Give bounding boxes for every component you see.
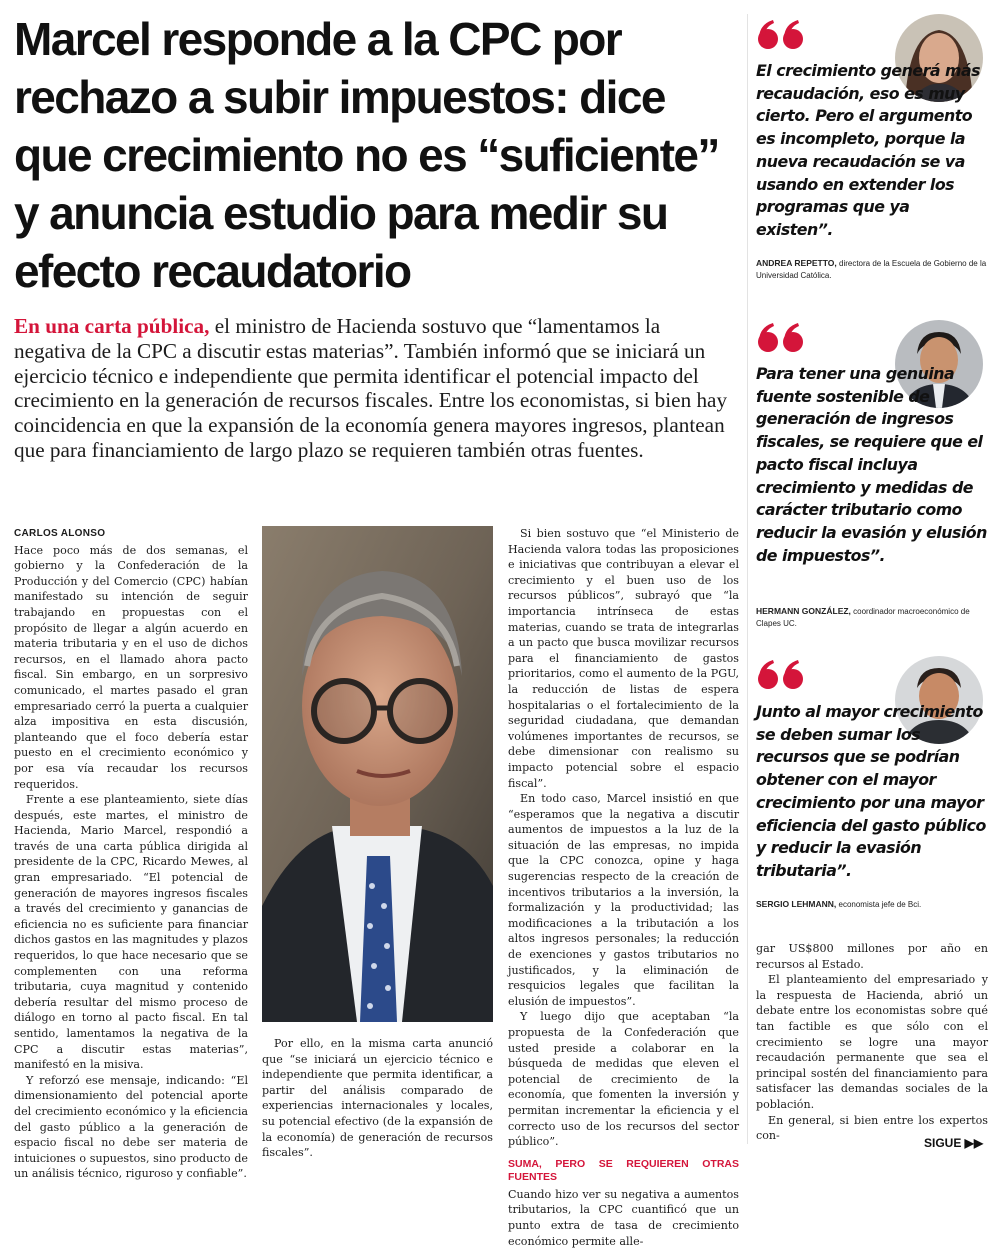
body-paragraph: Hace poco más de dos semanas, el gobierno y la Confederación de la Producción y del Comercio (CPC) habían manifestado su intención de seguir trabajando en propuestas con el propósito de llegar a algún acuerdo en materia tributaria y en el uso de dichos recursos, en el llamado ahora pacto fiscal. Sin embargo, en un sorpresivo comunicado, el martes pasado el gran empresariado cerró la puerta a cualquier alza impositiva en esta discusión, planteando que el foco debería estar puesto en el crecimiento económico y por esa vía recaudar los recursos requeridos. bbox=[14, 543, 248, 791]
lead-text: el ministro de Hacienda sostuvo que “lamentamos la negativa de la CPC a discutir estas materias”. También informó que se iniciará un ejercicio técnico e independiente que permita identificar el potencial impacto del crecimiento en la generación de recursos fiscales. Entre los economistas, si bien hay coincidencia en que la expansión de la economía genera mayores ingresos, plantean que para financiamiento de largo plazo se requieren también otras fuentes. bbox=[14, 314, 728, 462]
quote-attribution bbox=[756, 898, 988, 911]
body-paragraph: Y luego dijo que aceptaban “la propuesta de la Confederación que usted preside a colaborar en la búsqueda de medidas que eleven el potencial de crecimiento de la economía, que fomenten la inversión y permitan incrementar la eficiencia y el correcto uso de los recursos del sector público”. bbox=[508, 1010, 739, 1149]
continue-label: SIGUE ▶▶ bbox=[924, 1136, 984, 1150]
body-paragraph: Si bien sostuvo que “el Ministerio de Hacienda valora todas las proposiciones e iniciativas que contribuyan a elevar el crecimiento y el buen uso de los recursos públicos”, subrayó que “la importancia intrínseca de estas materias, cuando se trata de integrarlas a un pacto que busca movilizar recursos para el financiamiento de gastos prioritarios, como el aumento de la PGU, la reducción de listas de espera hospitalarias o el fortalecimiento de la seguridad ciudadana, que demandan volúmenes importantes de recursos, se debe dimensionar con realismo su impacto potencial sobre el espacio fiscal”. bbox=[508, 527, 739, 790]
article-column-1 bbox=[14, 526, 248, 1182]
quote-attribution bbox=[756, 605, 988, 630]
article-column-2 bbox=[262, 1036, 493, 1161]
quote-author: HERMANN GONZÁLEZ, bbox=[756, 606, 851, 616]
body-paragraph: gar US$800 millones por año en recursos al Estado. bbox=[756, 942, 988, 971]
quote-role: coordinador macroeconómico de Clapes UC. bbox=[756, 607, 970, 628]
quote-text: Para tener una genuina fuente sostenible de generación de ingresos fiscales, se requiere que el pacto fiscal incluya crecimiento y medidas de carácter tributario como reducir la evasión y elusión de impuestos”. bbox=[756, 364, 987, 565]
quote-author: SERGIO LEHMANN, bbox=[756, 899, 837, 909]
minister-photo bbox=[262, 526, 493, 1022]
headline: Marcel responde a la CPC por rechazo a subir impuestos: dice que crecimiento no es “suficiente” y anuncia estudio para medir su efecto recaudatorio bbox=[14, 13, 719, 297]
body-paragraph: El planteamiento del empresariado y la respuesta de Hacienda, abrió un debate entre los economistas sobre qué tan factible es que sólo con el crecimiento se logre una mayor recaudación permanente que sea el principal sostén del financiamiento para satisfacer las demandas sociales de la población. bbox=[756, 973, 988, 1111]
quote-mark-icon bbox=[756, 660, 808, 690]
sidebar-divider bbox=[747, 14, 748, 1144]
article-column-3 bbox=[508, 526, 739, 1249]
lead-paragraph bbox=[14, 314, 736, 463]
body-paragraph: Frente a ese planteamiento, siete días después, este martes, el ministro de Hacienda, Mario Marcel, respondió a través de una carta pública dirigida al presidente de la CPC, Ricardo Mewes, al gran empresariado. “El potencial de generación de mayores ingresos fiscales a través del crecimiento y ganancias de eficiencia no es suficiente para financiar dichos gastos en las magnitudes y plazos requeridos, lo que hace necesario que se complementen con una reforma tributaria, cuya magnitud y contenido debería resultar del mismo proceso de diálogo en torno al pacto fiscal. En tal sentido, lamentamos la negativa de la CPC a discutir estas materias”, manifestó en la misiva. bbox=[14, 793, 248, 1072]
quote-attribution bbox=[756, 257, 988, 282]
quote-mark-icon bbox=[756, 20, 808, 50]
quote-role: economista jefe de Bci. bbox=[836, 900, 922, 909]
quote-author: ANDREA REPETTO, bbox=[756, 258, 837, 268]
body-paragraph: En general, si bien entre los expertos con- bbox=[756, 1113, 988, 1143]
quote-text: El crecimiento generá más recaudación, eso es muy cierto. Pero el argumento es incompleto, porque la nueva recaudación se va usando en extender los programas que ya existen”. bbox=[756, 61, 981, 239]
quote-mark-icon bbox=[756, 323, 808, 353]
quote-role: directora de la Escuela de Gobierno de la Universidad Católica. bbox=[756, 259, 987, 280]
section-subhead: SUMA, PERO SE REQUIEREN OTRAS FUENTES bbox=[508, 1157, 739, 1183]
body-paragraph: Cuando hizo ver su negativa a aumentos tributarios, la CPC cuantificó que un punto extra de tasa de crecimiento económico permite alle- bbox=[508, 1187, 739, 1248]
lead-kicker: En una carta pública, bbox=[14, 314, 210, 338]
body-paragraph: En todo caso, Marcel insistió en que “esperamos que la negativa a discutir aumentos de impuestos a la luz de la situación de las empresas, no impida que la CPC conozca, opine y haga sugerencias respecto de la creación de incentivos tributarios a la inversión, la formalización y la productividad; las modificaciones a la tributación a los altos ingresos personales; la reducción de exenciones y gastos tributarios no justificados, y la eliminación de resquicios legales que facilitan la elusión de impuestos”. bbox=[508, 792, 739, 1008]
quote-text: Junto al mayor crecimiento se deben sumar los recursos que se podrían obtener con el mayor crecimiento por una mayor eficiencia del gasto público y reducir la evasión tributaria”. bbox=[756, 702, 986, 880]
byline: CARLOS ALONSO bbox=[14, 528, 106, 539]
body-paragraph: Por ello, en la misma carta anunció que “se iniciará un ejercicio técnico e independiente que permita identificar, a partir del análisis comparado de experiencias internacionales y locales, su potencial efectivo (de la expansión de la economía) de generación de recursos fiscales”. bbox=[262, 1037, 493, 1160]
body-paragraph: Y reforzó ese mensaje, indicando: “El dimensionamiento del potencial aporte del crecimiento económico y la eficiencia del gasto público a la generación de espacio fiscal no debe ser materia de intuiciones o supuestos, sino producto de un análisis técnico, riguroso y confiable”. bbox=[14, 1073, 248, 1181]
article-column-4 bbox=[756, 941, 988, 1144]
